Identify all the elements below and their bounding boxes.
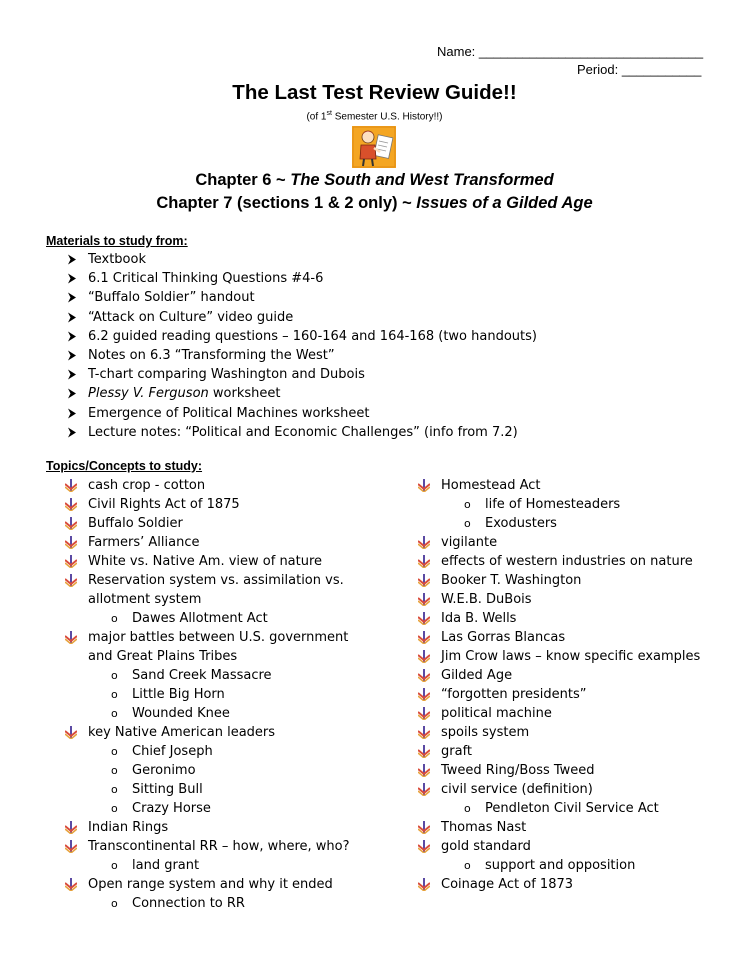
topic-item-label: major battles between U.S. government xyxy=(88,630,349,645)
period-label: Period: xyxy=(577,62,619,77)
topic-item-label: Pendleton Civil Service Act xyxy=(485,801,659,816)
arrow-bullet-icon xyxy=(66,423,78,442)
arrow-down-bullet-icon xyxy=(418,574,430,587)
topic-item-label: key Native American leaders xyxy=(88,725,276,740)
material-item xyxy=(0,308,749,327)
topic-item-label: Booker T. Washington xyxy=(441,573,582,588)
topic-item-label: life of Homesteaders xyxy=(485,497,621,512)
material-item xyxy=(0,423,749,442)
name-label: Name: xyxy=(437,44,476,59)
arrow-bullet-icon xyxy=(66,365,78,384)
topic-item-label: Thomas Nast xyxy=(441,820,527,835)
chapter-6-prefix: Chapter 6 ~ xyxy=(195,171,291,189)
arrow-down-bullet-icon xyxy=(65,555,77,568)
topic-item-label: Geronimo xyxy=(132,763,196,778)
topic-item-label: Las Gorras Blancas xyxy=(441,630,566,645)
materials-heading: Materials to study from: xyxy=(46,234,188,248)
sub-bullet-marker: o xyxy=(111,764,118,777)
arrow-down-bullet-icon xyxy=(65,498,77,511)
sub-bullet-marker: o xyxy=(464,802,471,815)
topic-item-label: Ida B. Wells xyxy=(441,611,517,626)
topic-item-label: political machine xyxy=(441,706,552,721)
subtitle-pre: (of 1 xyxy=(306,111,327,123)
material-item-text xyxy=(88,384,280,403)
topic-item-label: Crazy Horse xyxy=(132,801,211,816)
chapter-6-heading xyxy=(0,171,749,190)
material-item xyxy=(0,288,749,307)
topic-item-label: Sand Creek Massacre xyxy=(132,668,272,683)
topic-item-label: vigilante xyxy=(441,535,498,550)
arrow-down-bullet-icon xyxy=(65,840,77,853)
arrow-bullet-icon xyxy=(66,404,78,423)
arrow-down-bullet-icon xyxy=(418,612,430,625)
arrow-down-bullet-icon xyxy=(65,726,77,739)
arrow-down-bullet-icon xyxy=(65,574,77,587)
material-item xyxy=(0,327,749,346)
material-item-text xyxy=(88,404,369,423)
arrow-down-bullet-icon xyxy=(418,669,430,682)
topic-item-label: Transcontinental RR – how, where, who? xyxy=(88,839,350,854)
material-item xyxy=(0,404,749,423)
sub-bullet-marker: o xyxy=(111,859,118,872)
topic-item-label: White vs. Native Am. view of nature xyxy=(88,554,323,569)
subtitle-post: Semester U.S. History!!) xyxy=(331,111,443,123)
material-item-label: Textbook xyxy=(88,252,146,267)
sub-bullet-marker: o xyxy=(464,517,471,530)
material-item-text xyxy=(88,308,293,327)
subtitle-sup: st xyxy=(326,110,332,117)
arrow-bullet-icon xyxy=(66,250,78,269)
material-item-text xyxy=(88,423,518,442)
chapter-6-title: The South and West Transformed xyxy=(290,171,554,189)
material-item-label: Notes on 6.3 “Transforming the West” xyxy=(88,348,335,363)
arrow-down-bullet-icon xyxy=(418,878,430,891)
arrow-bullet-icon xyxy=(66,288,78,307)
sub-bullet-marker: o xyxy=(111,669,118,682)
topic-item-label: “forgotten presidents” xyxy=(441,687,587,702)
period-line xyxy=(577,62,701,78)
arrow-down-bullet-icon xyxy=(418,783,430,796)
material-item xyxy=(0,346,749,365)
topic-item-label: Tweed Ring/Boss Tweed xyxy=(441,763,595,778)
arrow-down-bullet-icon xyxy=(418,840,430,853)
material-item-italic: Plessy V. Ferguson xyxy=(88,386,209,402)
arrow-down-bullet-icon xyxy=(418,593,430,606)
material-item-label: Lecture notes: “Political and Economic Challenges” (info from 7.2) xyxy=(88,424,518,440)
page-subtitle xyxy=(0,110,749,122)
arrow-bullet-icon xyxy=(66,384,78,403)
arrow-down-bullet-icon xyxy=(418,745,430,758)
material-item-label: 6.1 Critical Thinking Questions #4-6 xyxy=(88,271,324,287)
arrow-down-bullet-icon xyxy=(65,517,77,530)
sub-bullet-marker: o xyxy=(111,612,118,625)
topic-item-label: Homestead Act xyxy=(441,478,541,493)
sub-bullet-marker: o xyxy=(111,783,118,796)
arrow-down-bullet-icon xyxy=(65,479,77,492)
material-item xyxy=(0,384,749,403)
arrow-down-bullet-icon xyxy=(418,707,430,720)
topic-item-label: Farmers’ Alliance xyxy=(88,535,200,550)
arrow-down-bullet-icon xyxy=(418,821,430,834)
arrow-down-bullet-icon xyxy=(418,555,430,568)
topic-item-label: Buffalo Soldier xyxy=(88,516,183,531)
name-blank: _______________________________ xyxy=(478,44,704,59)
material-item xyxy=(0,269,749,288)
name-line xyxy=(437,44,703,60)
topic-item-label: Civil Rights Act of 1875 xyxy=(88,497,240,512)
arrow-down-bullet-icon xyxy=(65,878,77,891)
topic-item-label: W.E.B. DuBois xyxy=(441,592,532,607)
topic-item-label: gold standard xyxy=(441,839,531,854)
topic-item-label: Open range system and why it ended xyxy=(88,877,333,892)
topic-item-label: Jim Crow laws – know specific examples xyxy=(441,649,701,664)
material-item-text xyxy=(88,269,323,288)
material-item-text xyxy=(88,327,537,346)
topic-item-label: Gilded Age xyxy=(441,668,513,683)
material-item-label: T-chart comparing Washington and Dubois xyxy=(88,367,365,383)
sub-bullet-marker: o xyxy=(111,688,118,701)
arrow-down-bullet-icon xyxy=(418,479,430,492)
arrow-down-bullet-icon xyxy=(418,726,430,739)
material-item-label: Emergence of Political Machines worksheet xyxy=(88,405,370,421)
arrow-down-bullet-icon xyxy=(418,631,430,644)
material-item xyxy=(0,365,749,384)
topic-item-label: Indian Rings xyxy=(88,820,169,835)
arrow-bullet-icon xyxy=(66,308,78,327)
topic-item-label: Reservation system vs. assimilation vs. xyxy=(88,573,344,588)
topic-item-label: land grant xyxy=(132,858,200,873)
arrow-down-bullet-icon xyxy=(65,821,77,834)
topic-item-label: Dawes Allotment Act xyxy=(132,611,268,626)
topic-item-label: Sitting Bull xyxy=(132,782,203,797)
topic-item-label: effects of western industries on nature xyxy=(441,554,693,569)
topic-item-label: Chief Joseph xyxy=(132,744,213,759)
topic-item-label: allotment system xyxy=(88,592,202,607)
arrow-bullet-icon xyxy=(66,346,78,365)
topic-item-label: Wounded Knee xyxy=(132,706,230,721)
material-item xyxy=(0,250,749,269)
sub-bullet-marker: o xyxy=(464,498,471,511)
topic-item-label: and Great Plains Tribes xyxy=(88,649,238,664)
student-clipart-icon xyxy=(352,126,396,168)
arrow-down-bullet-icon xyxy=(65,536,77,549)
sub-bullet-marker: o xyxy=(464,859,471,872)
arrow-bullet-icon xyxy=(66,327,78,346)
topic-item-label: graft xyxy=(441,744,473,759)
arrow-down-bullet-icon xyxy=(65,631,77,644)
topics-heading: Topics/Concepts to study: xyxy=(46,459,203,473)
arrow-down-bullet-icon xyxy=(418,688,430,701)
arrow-down-bullet-icon xyxy=(418,764,430,777)
material-item-text xyxy=(88,365,365,384)
material-item-text xyxy=(88,288,255,307)
topic-item-label: Coinage Act of 1873 xyxy=(441,877,574,892)
topic-item-label: support and opposition xyxy=(485,858,636,873)
arrow-down-bullet-icon xyxy=(418,536,430,549)
topic-item-label: cash crop - cotton xyxy=(88,478,206,493)
material-item-text xyxy=(88,346,335,365)
topic-item-label: Exodusters xyxy=(485,516,557,531)
chapter-7-heading xyxy=(0,194,749,213)
arrow-down-bullet-icon xyxy=(418,650,430,663)
topic-item-label: Little Big Horn xyxy=(132,687,225,702)
sub-bullet-marker: o xyxy=(111,707,118,720)
material-item-label: worksheet xyxy=(208,386,281,402)
chapter-7-prefix: Chapter 7 (sections 1 & 2 only) ~ xyxy=(156,194,417,212)
topic-item-label: Connection to RR xyxy=(132,896,245,911)
material-item-label: “Attack on Culture” video guide xyxy=(88,309,294,325)
material-item-label: “Buffalo Soldier” handout xyxy=(88,290,255,306)
page-title: The Last Test Review Guide!! xyxy=(232,81,517,104)
topic-item-label: spoils system xyxy=(441,725,530,740)
arrow-bullet-icon xyxy=(66,269,78,288)
topic-item-label: civil service (definition) xyxy=(441,782,593,797)
period-blank: ___________ xyxy=(621,62,702,77)
material-item-text xyxy=(88,250,146,269)
sub-bullet-marker: o xyxy=(111,897,118,910)
sub-bullet-marker: o xyxy=(111,745,118,758)
sub-bullet-marker: o xyxy=(111,802,118,815)
material-item-label: 6.2 guided reading questions – 160-164 and 164-168 (two handouts) xyxy=(88,328,537,344)
chapter-7-title: Issues of a Gilded Age xyxy=(416,194,593,212)
